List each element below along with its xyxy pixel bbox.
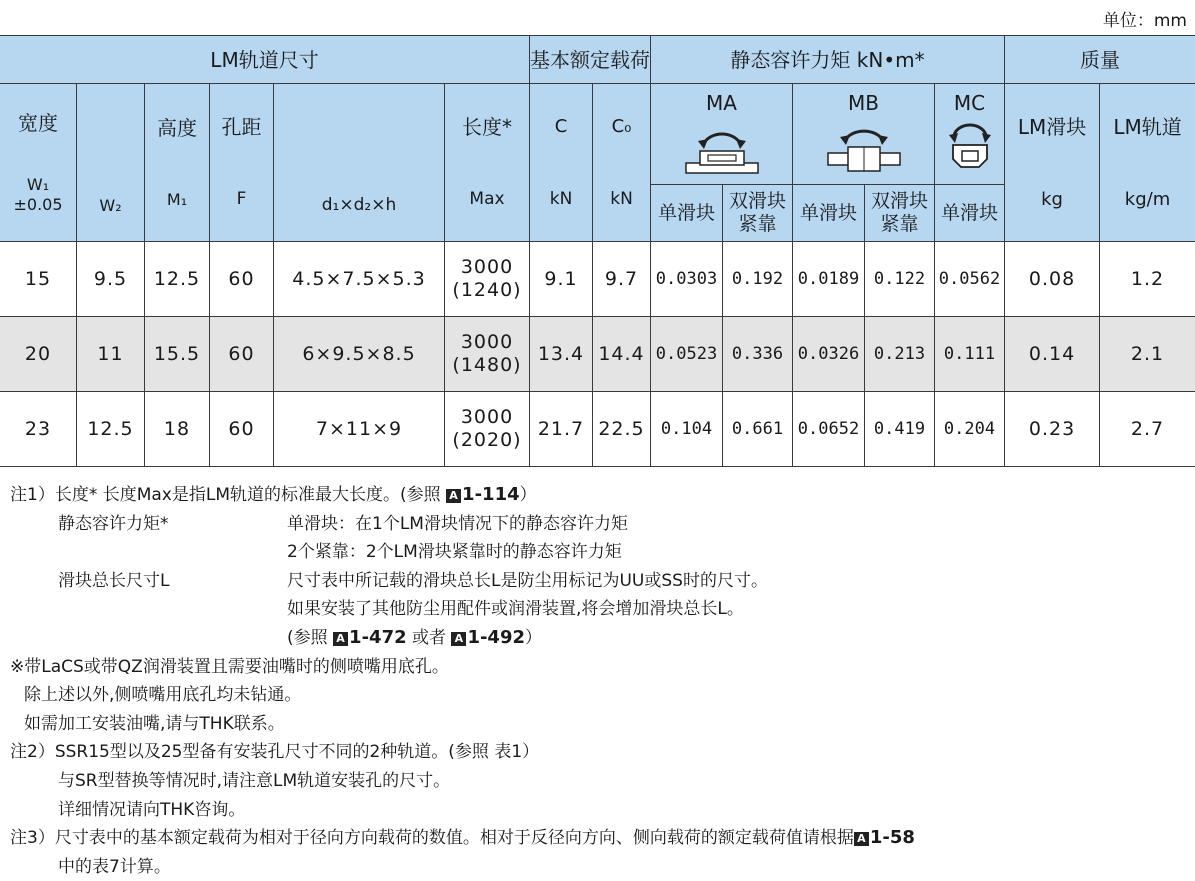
col-length (445, 84, 530, 242)
note-2-line-1: 注2）SSR15型以及25型备有安装孔尺寸不同的2种轨道。(参照 表1） (10, 742, 540, 763)
w2-symbol: W₂ (99, 195, 122, 215)
catalog-ref-icon: A (451, 632, 466, 646)
cell-dxd: 4.5×7.5×5.3 (274, 242, 445, 317)
note-text: 如果安装了其他防尘用配件或润滑装置,将会增加滑块总长L。 (287, 599, 744, 620)
cell-ma-single: 0.0523 (651, 317, 723, 392)
cell-block-mass: 0.14 (1005, 317, 1100, 392)
cell-ma-double: 0.192 (723, 242, 793, 317)
cell-length (445, 317, 530, 392)
cell-w2: 12.5 (77, 392, 145, 467)
cell-mb-single: 0.0326 (793, 317, 865, 392)
lm-rail-label: LM轨道 (1113, 114, 1182, 139)
w1-symbol: W₁ (26, 175, 50, 195)
cell-rail-mass: 1.2 (1100, 242, 1195, 317)
note-text: (参照 (287, 627, 334, 648)
mb-label: MB (848, 91, 879, 115)
note-label: 静态容许力矩* (58, 513, 169, 534)
cell-c: 13.4 (530, 317, 593, 392)
cell-length (445, 392, 530, 467)
catalog-ref: 1-114 (462, 484, 520, 505)
catalog-ref-icon: A (333, 632, 348, 646)
c0-symbol: C₀ (611, 115, 632, 137)
cell-mc-single: 0.204 (935, 392, 1005, 467)
note-ref-line (287, 624, 542, 653)
note-1-moment (10, 510, 1190, 539)
width-label: 宽度 (18, 111, 58, 136)
cell-mb-double: 0.122 (865, 242, 935, 317)
col-m1 (145, 84, 210, 242)
ma-double: 双滑块紧靠 (723, 185, 793, 242)
cell-w1: 15 (0, 242, 77, 317)
cell-mb-single: 0.0652 (793, 392, 865, 467)
spec-table (0, 35, 1195, 467)
cell-block-mass: 0.23 (1005, 392, 1100, 467)
cell-f: 60 (210, 392, 274, 467)
group-lm-rail: LM轨道尺寸 (0, 36, 530, 84)
kg-unit: kg (1041, 188, 1063, 210)
note-2-line-2: 与SR型替换等情况时,请注意LM轨道安装孔的尺寸。 (58, 770, 451, 791)
note-text: 注3）尺寸表中的基本额定载荷为相对于径向方向载荷的数值。相对于反径向方向、侧向载荷的额定载荷值请根据 (10, 828, 854, 849)
cell-mb-single: 0.0189 (793, 242, 865, 317)
cell-c0: 22.5 (593, 392, 651, 467)
cell-c0: 9.7 (593, 242, 651, 317)
note-text: ） (519, 485, 537, 505)
cell-rail-mass: 2.1 (1100, 317, 1195, 392)
lm-block-label: LM滑块 (1017, 114, 1087, 139)
length-std: (1480) (452, 354, 522, 376)
cell-mc-single: 0.111 (935, 317, 1005, 392)
length-max: 3000 (460, 406, 514, 429)
group-load: 基本额定载荷 (530, 36, 651, 84)
max-label: Max (469, 189, 505, 210)
col-w1 (0, 84, 77, 242)
c-symbol: C (554, 115, 568, 137)
length-std: (1240) (452, 279, 522, 301)
cell-ma-double: 0.661 (723, 392, 793, 467)
group-mass: 质量 (1005, 36, 1195, 84)
table-row (0, 317, 1195, 392)
unit-label: 单位：mm (1102, 11, 1187, 31)
cell-f: 60 (210, 242, 274, 317)
star-note-3: 如需加工安装油嘴,请与THK联系。 (24, 713, 285, 734)
col-lm-block (1005, 84, 1100, 242)
note-2-line-3: 详细情况请向THK咨询。 (58, 799, 246, 820)
cell-f: 60 (210, 317, 274, 392)
note-1-refs (10, 624, 1190, 653)
w1-tolerance: ±0.05 (13, 194, 63, 214)
catalog-ref-icon: A (854, 832, 869, 846)
catalog-ref: 1-472 (349, 626, 407, 648)
mc-label: MC (953, 91, 986, 115)
cell-w2: 9.5 (77, 242, 145, 317)
length-std: (2020) (452, 429, 522, 451)
cell-mc-single: 0.0562 (935, 242, 1005, 317)
m1-symbol: M₁ (166, 189, 188, 209)
height-label: 高度 (157, 115, 197, 140)
mb-diagram (793, 84, 935, 185)
mb-single: 单滑块 (793, 185, 865, 242)
cell-rail-mass: 2.7 (1100, 392, 1195, 467)
note-text: 或者 (406, 627, 452, 648)
mb-double: 双滑块紧靠 (865, 185, 935, 242)
cell-w2: 11 (77, 317, 145, 392)
mc-single: 单滑块 (935, 185, 1005, 242)
cell-c: 21.7 (530, 392, 593, 467)
mc-diagram (935, 84, 1005, 185)
note-label: 滑块总长尺寸L (58, 570, 170, 591)
ma-diagram-icon (682, 115, 762, 177)
length-max: 3000 (460, 256, 514, 279)
f-symbol: F (236, 189, 247, 210)
note-text: ） (525, 627, 543, 648)
note-text: 尺寸表中所记载的滑块总长L是防尘用标记为UU或SS时的尺寸。 (287, 570, 768, 591)
note-text: 注1）长度* 长度Max是指LM轨道的标准最大长度。(参照 (10, 485, 447, 505)
cell-c: 9.1 (530, 242, 593, 317)
cell-ma-single: 0.104 (651, 392, 723, 467)
kn-unit-2: kN (610, 189, 633, 210)
note-text: 2个紧靠：2个LM滑块紧靠时的静态容许力矩 (287, 542, 622, 563)
mb-diagram-icon (824, 115, 904, 177)
cell-length (445, 242, 530, 317)
catalog-ref: 1-58 (869, 827, 915, 849)
length-label: 长度* (462, 115, 512, 140)
cell-w1: 20 (0, 317, 77, 392)
header-row-1 (0, 36, 1195, 84)
cell-w1: 23 (0, 392, 77, 467)
note-1-block-length (10, 567, 1190, 596)
dxd-symbol: d₁×d₂×h (321, 195, 397, 216)
cell-ma-double: 0.336 (723, 317, 793, 392)
col-w2 (77, 84, 145, 242)
ma-single: 单滑块 (651, 185, 723, 242)
ma-label: MA (706, 91, 737, 115)
cell-m1: 12.5 (145, 242, 210, 317)
catalog-ref: 1-492 (467, 626, 526, 648)
col-f (210, 84, 274, 242)
cell-mb-double: 0.419 (865, 392, 935, 467)
catalog-ref-icon: A (446, 489, 461, 503)
cell-dxd: 6×9.5×8.5 (274, 317, 445, 392)
col-c (530, 84, 593, 242)
mc-diagram-icon (945, 115, 995, 177)
ma-diagram (651, 84, 793, 185)
note-text: 单滑块：在1个LM滑块情况下的静态容许力矩 (287, 513, 628, 534)
cell-mb-double: 0.213 (865, 317, 935, 392)
length-max: 3000 (460, 331, 514, 354)
cell-m1: 18 (145, 392, 210, 467)
star-note-1: ※带LaCS或带QZ润滑装置且需要油嘴时的侧喷嘴用底孔。 (10, 656, 449, 677)
note-1-block-length-2 (10, 595, 1190, 624)
notes-section (10, 481, 1190, 881)
col-dxd (274, 84, 445, 242)
pitch-label: 孔距 (221, 115, 262, 140)
cell-c0: 14.4 (593, 317, 651, 392)
cell-m1: 15.5 (145, 317, 210, 392)
note-1-length (10, 481, 1190, 510)
kgm-unit: kg/m (1124, 188, 1171, 210)
kn-unit-1: kN (549, 189, 573, 210)
cell-dxd: 7×11×9 (274, 392, 445, 467)
table-row (0, 392, 1195, 467)
table-row (0, 242, 1195, 317)
col-lm-rail (1100, 84, 1195, 242)
header-row-2 (0, 84, 1195, 185)
star-note-2: 除上述以外,侧喷嘴用底孔均未钻通。 (24, 685, 302, 706)
col-c0 (593, 84, 651, 242)
cell-block-mass: 0.08 (1005, 242, 1100, 317)
group-moment: 静态容许力矩 kN•m* (651, 36, 1005, 84)
note-1-moment-2 (10, 538, 1190, 567)
note-3-line-1 (10, 824, 1190, 853)
note-3-line-2: 中的表7计算。 (58, 856, 171, 877)
cell-ma-single: 0.0303 (651, 242, 723, 317)
